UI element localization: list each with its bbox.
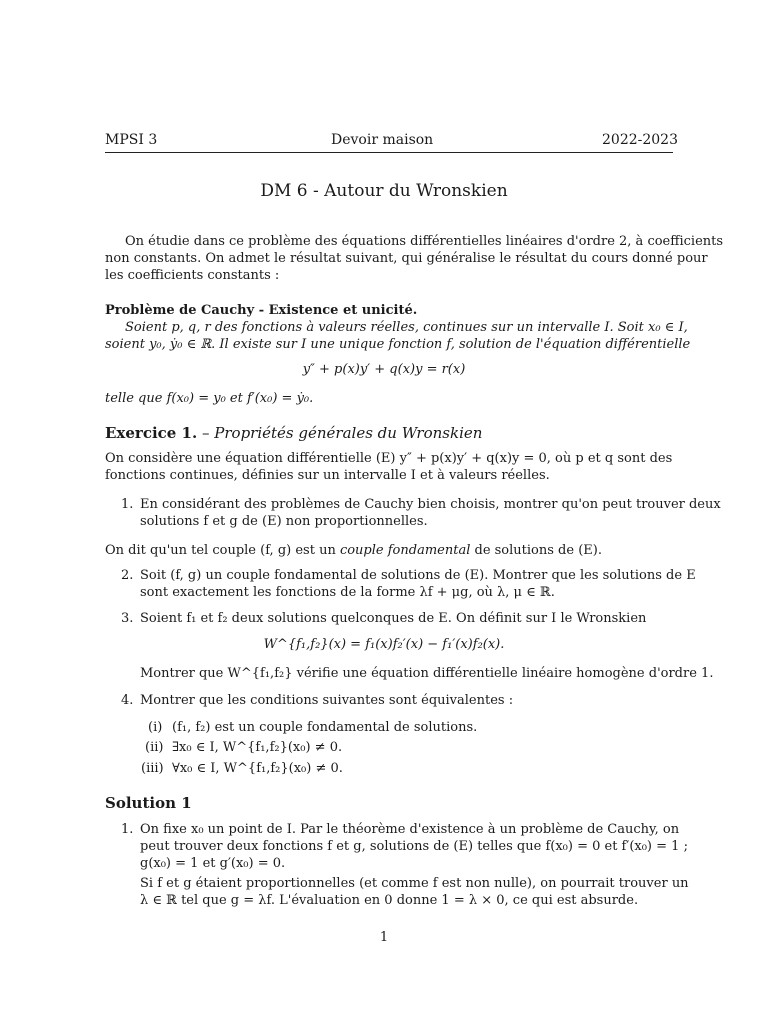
definition-post: de solutions de (E). xyxy=(470,543,602,558)
question-4-line-1: Montrer que les conditions suivantes sont équivalentes : xyxy=(140,693,514,708)
exercise-dash: – xyxy=(202,424,210,442)
question-3-number: 3. xyxy=(121,611,134,626)
cauchy-line-2: soient y₀, ẏ₀ ∈ ℝ. Il existe sur I une unique fonction f, solution de l'équation différentielle xyxy=(105,337,691,352)
solution-1-line-1: On fixe x₀ un point de I. Par le théorème d'existence à un problème de Cauchy, on xyxy=(140,822,680,837)
exercise-intro-line-2: fonctions continues, définies sur un intervalle I et à valeurs réelles. xyxy=(105,468,550,483)
definition-pre: On dit qu'un tel couple (f, g) est un xyxy=(105,543,340,558)
condition-ii-label: (ii) xyxy=(145,740,164,755)
question-3-line-2: Montrer que W^{f₁,f₂} vérifie une équation différentielle linéaire homogène d'ordre 1. xyxy=(140,666,714,681)
question-3-line-1: Soient f₁ et f₂ deux solutions quelconques de E. On définit sur I le Wronskien xyxy=(140,611,647,626)
cauchy-heading: Problème de Cauchy - Existence et unicité. xyxy=(105,303,418,318)
question-1-line-2: solutions f et g de (E) non proportionnelles. xyxy=(140,514,428,529)
header-right: 2022-2023 xyxy=(602,132,678,148)
solution-1-line-3: g(x₀) = 1 et g′(x₀) = 0. xyxy=(140,856,286,871)
solution-1-line-4: Si f et g étaient proportionnelles (et comme f est non nulle), on pourrait trouver un xyxy=(140,876,689,891)
condition-ii-text: ∃x₀ ∈ I, W^{f₁,f₂}(x₀) ≠ 0. xyxy=(172,740,343,755)
question-2-line-1: Soit (f, g) un couple fondamental de solutions de (E). Montrer que les solutions de E xyxy=(140,568,696,583)
exercise-intro-line-1: On considère une équation différentielle (E) y″ + p(x)y′ + q(x)y = 0, où p et q sont des xyxy=(105,451,673,466)
exercise-subtitle: Propriétés générales du Wronskien xyxy=(214,424,483,442)
document-title: DM 6 - Autour du Wronskien xyxy=(260,181,508,201)
definition-term: couple fondamental xyxy=(339,543,471,558)
solution-heading: Solution 1 xyxy=(105,794,192,812)
exercise-label: Exercice 1. xyxy=(105,424,198,442)
condition-i-text: (f₁, f₂) est un couple fondamental de solutions. xyxy=(172,720,478,735)
solution-1-line-2: peut trouver deux fonctions f et g, solutions de (E) telles que f(x₀) = 0 et f′(x₀) = 1 ; xyxy=(140,839,688,854)
exercise-heading xyxy=(105,424,482,442)
question-4-number: 4. xyxy=(121,693,134,708)
condition-i-label: (i) xyxy=(148,720,163,735)
question-2-line-2: sont exactement les fonctions de la forme λf + μg, où λ, μ ∈ ℝ. xyxy=(140,585,555,600)
question-1-line-1: En considérant des problèmes de Cauchy bien choisis, montrer qu'on peut trouver deux xyxy=(140,497,721,512)
header-left: MPSI 3 xyxy=(105,132,158,148)
condition-iii-label: (iii) xyxy=(141,761,164,776)
cauchy-line-1: Soient p, q, r des fonctions à valeurs réelles, continues sur un intervalle I. Soit x₀ ∈ I, xyxy=(125,320,688,335)
page-number: 1 xyxy=(379,930,389,945)
intro-line-2: non constants. On admet le résultat suivant, qui généralise le résultat du cours donné pour xyxy=(105,251,708,266)
question-2-number: 2. xyxy=(121,568,134,583)
cauchy-equation: y″ + p(x)y′ + q(x)y = r(x) xyxy=(302,362,466,377)
header-center: Devoir maison xyxy=(331,132,434,148)
solution-1-line-5: λ ∈ ℝ tel que g = λf. L'évaluation en 0 donne 1 = λ × 0, ce qui est absurde. xyxy=(140,893,639,908)
condition-iii-text: ∀x₀ ∈ I, W^{f₁,f₂}(x₀) ≠ 0. xyxy=(172,761,343,776)
intro-line-1: On étudie dans ce problème des équations différentielles linéaires d'ordre 2, à coefficients xyxy=(125,234,724,249)
intro-line-3: les coefficients constants : xyxy=(105,268,280,283)
wronskien-equation: W^{f₁,f₂}(x) = f₁(x)f₂′(x) − f₁′(x)f₂(x). xyxy=(263,637,505,652)
solution-1-number: 1. xyxy=(121,822,134,837)
cauchy-condition: telle que f(x₀) = y₀ et f′(x₀) = ẏ₀. xyxy=(105,391,314,406)
question-1-number: 1. xyxy=(121,497,134,512)
header-rule xyxy=(105,152,673,153)
definition-line xyxy=(105,543,602,558)
